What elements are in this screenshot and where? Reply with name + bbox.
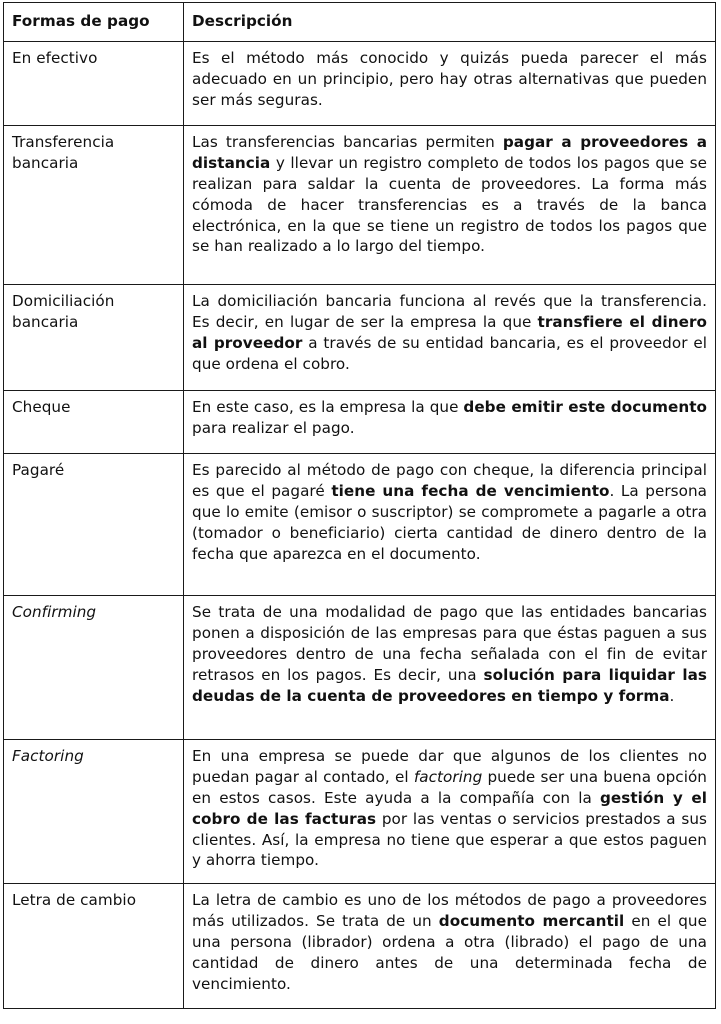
row-description-cell: En este caso, es la empresa la que debe emitir este documento para realizar el pago. [184, 390, 716, 453]
row-method-cell: En efectivo [4, 41, 184, 125]
row-method-cell: Domiciliación bancaria [4, 284, 184, 390]
row-description-cell: La domiciliación bancaria funciona al revés que la transferencia. Es decir, en lugar de ser la empresa la que transfiere el dinero al proveedor a través de su entidad bancaria, es el proveedor el que ordena el cobro. [184, 284, 716, 390]
payment-methods-table [3, 2, 716, 1009]
table-row [4, 284, 716, 390]
table-row [4, 41, 716, 125]
table-row [4, 125, 716, 284]
row-description-cell: Las transferencias bancarias permiten pagar a proveedores a distancia y llevar un registro completo de todos los pagos que se realizan para saldar la cuenta de proveedores. La forma más cómoda de hacer transferencias es a través de la banca electrónica, en la que se tiene un registro de todos los pagos que se han realizado a lo largo del tiempo. [184, 125, 716, 284]
row-description-cell: Se trata de una modalidad de pago que las entidades bancarias ponen a disposición de las empresas para que éstas paguen a sus proveedores dentro de una fecha señalada con el fin de evitar retrasos en los pagos. Es decir, una solución para liquidar las deudas de la cuenta de proveedores en tiempo y forma. [184, 595, 716, 739]
table-row [4, 883, 716, 1008]
table-row [4, 390, 716, 453]
header-descripcion: Descripción [184, 3, 716, 42]
row-description-cell: Es el método más conocido y quizás pueda parecer el más adecuado en un principio, pero hay otras alternativas que pueden ser más seguras. [184, 41, 716, 125]
row-description-cell: Es parecido al método de pago con cheque, la diferencia principal es que el pagaré tiene una fecha de vencimiento. La persona que lo emite (emisor o suscriptor) se compromete a pagarle a otra (tomador o beneficiario) cierta cantidad de dinero dentro de la fecha que aparezca en el documento. [184, 453, 716, 595]
header-formas-de-pago: Formas de pago [4, 3, 184, 42]
row-method-cell: Pagaré [4, 453, 184, 595]
row-method-cell: Factoring [4, 739, 184, 883]
table-header-row [4, 3, 716, 42]
row-method-cell: Cheque [4, 390, 184, 453]
table-row [4, 453, 716, 595]
row-method-cell: Letra de cambio [4, 883, 184, 1008]
row-method-cell: Transferencia bancaria [4, 125, 184, 284]
row-description-cell: La letra de cambio es uno de los métodos de pago a proveedores más utilizados. Se trata de un documento mercantil en el que una persona (librador) ordena a otra (librado) el pago de una cantidad de dinero antes de una determinada fecha de vencimiento. [184, 883, 716, 1008]
row-description-cell: En una empresa se puede dar que algunos de los clientes no puedan pagar al contado, el factoring puede ser una buena opción en estos casos. Este ayuda a la compañía con la gestión y el cobro de las facturas por las ventas o servicios prestados a sus clientes. Así, la empresa no tiene que esperar a que estos paguen y ahorra tiempo. [184, 739, 716, 883]
row-method-cell: Confirming [4, 595, 184, 739]
table-row [4, 739, 716, 883]
table-row [4, 595, 716, 739]
